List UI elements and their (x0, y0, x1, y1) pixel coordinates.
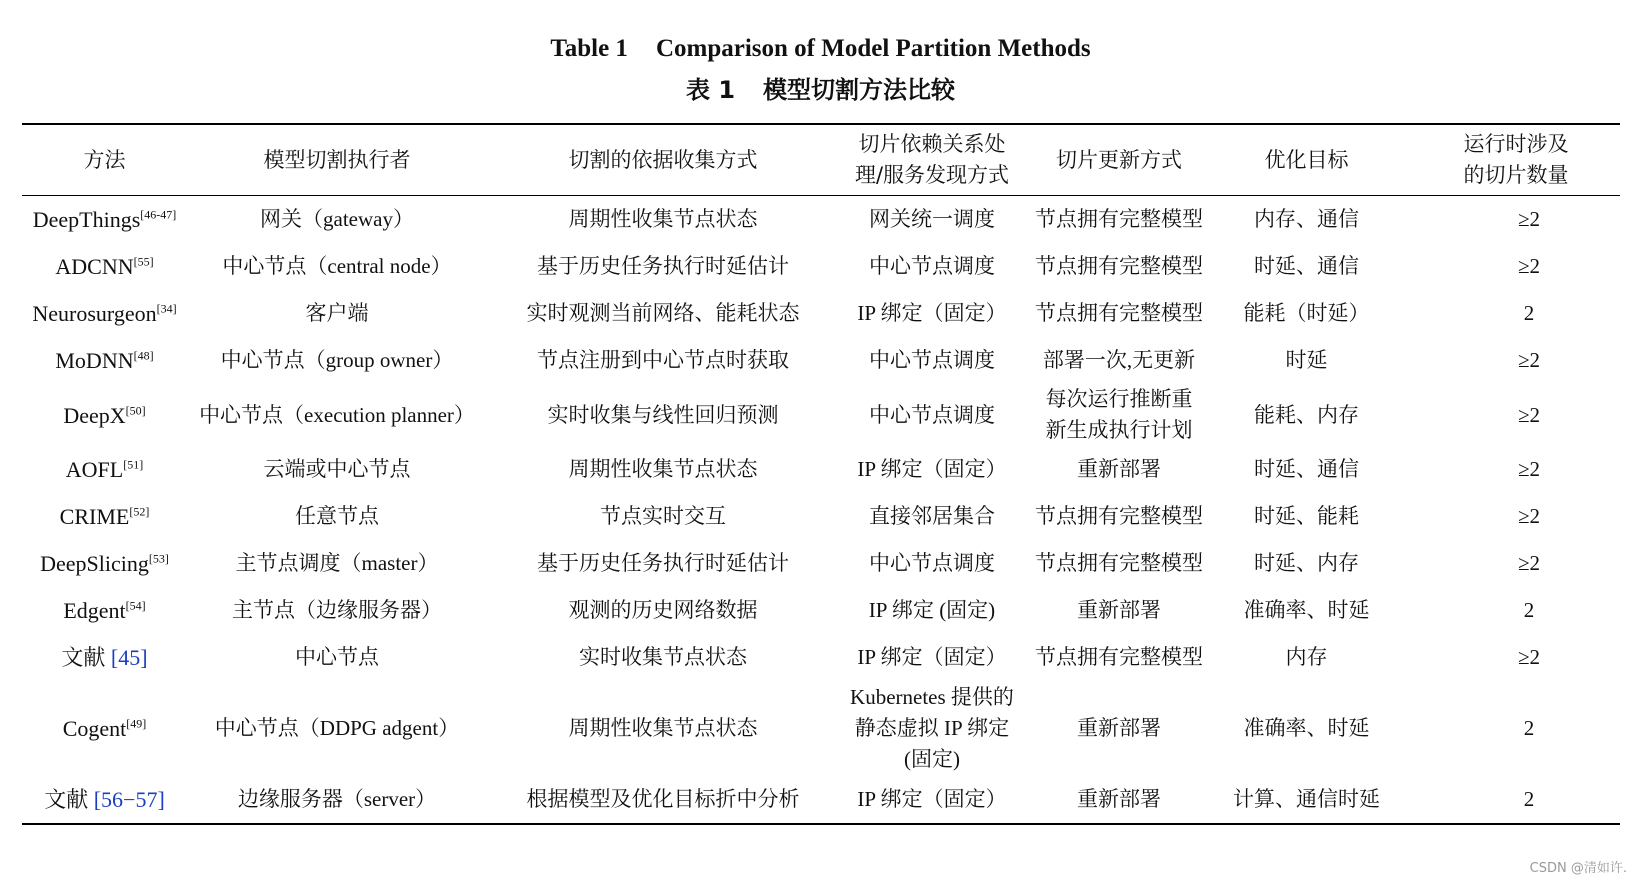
table-row (22, 493, 1620, 540)
table-row (22, 384, 1620, 446)
dependency-cell: 中心节点调度 (869, 551, 995, 575)
dependency-cell: 中心节点调度 (869, 254, 995, 278)
update-cell: 重新部署 (1077, 457, 1161, 481)
count-cell: 2 (1523, 598, 1535, 622)
goal-cell: 计算、通信时延 (1233, 787, 1380, 811)
executor-cell: 主节点调度（master） (235, 551, 439, 575)
method-cell (22, 243, 187, 290)
dependency-cell: IP 绑定（固定） (857, 457, 1007, 481)
goal-cell: 内存、通信 (1254, 207, 1359, 231)
executor-cell: 中心节点 (295, 645, 379, 669)
count-cell: 2 (1523, 787, 1535, 811)
method-name: DeepX (63, 402, 126, 428)
dependency-cell: 中心节点调度 (869, 402, 995, 427)
collection-cell: 基于历史任务执行时延估计 (537, 551, 789, 575)
collection-cell: 周期性收集节点状态 (568, 716, 758, 740)
count-cell: ≥2 (1517, 207, 1541, 231)
collection-cell: 根据模型及优化目标折中分析 (526, 787, 800, 811)
header-cell: 切片依赖关系处理/服务发现方式 (854, 132, 1010, 187)
count-cell: ≥2 (1517, 645, 1541, 669)
collection-cell: 基于历史任务执行时延估计 (537, 254, 789, 278)
dependency-cell: 直接邻居集合 (869, 504, 995, 528)
update-cell: 重新部署 (1077, 716, 1161, 740)
header-cell: 切割的依据收集方式 (568, 147, 758, 172)
table-row (22, 587, 1620, 634)
executor-cell: 中心节点（execution planner） (199, 402, 475, 427)
executor-cell: 云端或中心节点 (263, 457, 411, 481)
citation-ref: [50] (125, 403, 146, 418)
collection-cell: 实时收集节点状态 (579, 645, 747, 669)
update-cell: 重新部署 (1077, 598, 1161, 622)
method-cell (22, 634, 187, 681)
dependency-cell: IP 绑定（固定） (857, 787, 1007, 811)
header-cell: 切片更新方式 (1056, 147, 1182, 172)
method-cell (22, 587, 187, 634)
method-cell (22, 384, 187, 446)
goal-cell: 时延、内存 (1254, 551, 1359, 575)
update-cell: 节点拥有完整模型 (1035, 645, 1203, 669)
executor-cell: 中心节点（DDPG adgent） (214, 716, 460, 740)
table-row (22, 540, 1620, 587)
goal-cell: 时延、能耗 (1254, 504, 1359, 528)
count-cell: ≥2 (1517, 551, 1541, 575)
table-row (22, 243, 1620, 290)
table-row (22, 196, 1620, 244)
header-cell: 模型切割执行者 (263, 147, 411, 172)
collection-cell: 节点注册到中心节点时获取 (537, 348, 789, 372)
citation-ref: [51] (123, 457, 144, 472)
method-name: DeepThings (32, 207, 141, 232)
collection-cell: 实时收集与线性回归预测 (547, 402, 779, 427)
update-cell: 节点拥有完整模型 (1035, 254, 1203, 278)
title-chinese (0, 68, 1641, 112)
update-cell: 节点拥有完整模型 (1035, 504, 1203, 528)
executor-cell: 网关（gateway） (260, 207, 414, 231)
update-cell: 节点拥有完整模型 (1035, 301, 1203, 325)
citation-ref: [53] (148, 551, 169, 566)
count-cell: ≥2 (1517, 504, 1541, 528)
citation-ref: [49] (126, 716, 147, 731)
table-row (22, 634, 1620, 681)
collection-cell: 周期性收集节点状态 (568, 207, 758, 231)
executor-cell: 主节点（边缘服务器） (232, 598, 442, 622)
collection-cell: 观测的历史网络数据 (568, 598, 758, 622)
table-caption (0, 30, 1641, 112)
executor-cell: 客户端 (305, 301, 369, 325)
method-name: 文献 (61, 645, 111, 670)
collection-cell: 节点实时交互 (600, 504, 726, 528)
method-cell (22, 446, 187, 493)
method-name: MoDNN (55, 348, 134, 373)
method-cell (22, 337, 187, 384)
table-row (22, 337, 1620, 384)
method-name: Neurosurgeon (32, 301, 157, 326)
title-zh-label: 表 1 (685, 76, 736, 104)
method-name: ADCNN (55, 254, 134, 279)
citation-ref: [34] (156, 301, 177, 316)
method-name: DeepSlicing (40, 551, 149, 576)
dependency-cell: 中心节点调度 (869, 348, 995, 372)
update-cell: 每次运行推断重新生成执行计划 (1045, 387, 1193, 442)
executor-cell: 任意节点 (295, 504, 379, 528)
count-cell: ≥2 (1517, 254, 1541, 278)
goal-cell: 时延、通信 (1254, 254, 1359, 278)
method-name: CRIME (59, 504, 130, 529)
method-cell (22, 196, 187, 244)
title-en-text: Comparison of Model Partition Methods (655, 35, 1091, 62)
update-cell: 节点拥有完整模型 (1035, 207, 1203, 231)
executor-cell: 中心节点（central node） (222, 254, 452, 278)
executor-cell: 中心节点（group owner） (220, 348, 454, 372)
table-row (22, 776, 1620, 824)
header-cell: 运行时涉及的切片数量 (1463, 132, 1569, 187)
dependency-cell: 网关统一调度 (869, 207, 995, 231)
method-name: Cogent (62, 716, 127, 741)
goal-cell: 准确率、时延 (1243, 716, 1370, 740)
update-cell: 节点拥有完整模型 (1035, 551, 1203, 575)
method-name: 文献 (44, 787, 94, 812)
count-cell: 2 (1523, 716, 1535, 740)
dependency-cell: IP 绑定（固定） (857, 645, 1007, 669)
method-cell (22, 540, 187, 587)
title-zh-text: 模型切割方法比较 (763, 76, 956, 104)
method-name: Edgent (63, 598, 126, 623)
title-en-label: Table 1 (550, 35, 628, 62)
count-cell: ≥2 (1517, 348, 1541, 372)
goal-cell: 内存 (1285, 645, 1328, 669)
header-row (22, 124, 1620, 196)
collection-cell: 实时观测当前网络、能耗状态 (526, 301, 800, 325)
table-row (22, 446, 1620, 493)
goal-cell: 准确率、时延 (1243, 598, 1370, 622)
title-english (0, 30, 1641, 68)
method-cell (22, 290, 187, 337)
update-cell: 部署一次,无更新 (1042, 348, 1196, 372)
method-cell (22, 776, 187, 824)
update-cell: 重新部署 (1077, 787, 1161, 811)
table-row (22, 681, 1620, 776)
dependency-cell: IP 绑定（固定） (857, 301, 1007, 325)
watermark: CSDN @清如许. (1529, 861, 1627, 876)
method-cell (22, 681, 187, 776)
method-name: AOFL (65, 457, 124, 482)
count-cell: 2 (1523, 301, 1535, 325)
goal-cell: 时延、通信 (1254, 457, 1359, 481)
citation-ref[interactable]: [45] (110, 645, 148, 670)
count-cell: ≥2 (1517, 402, 1541, 427)
method-cell (22, 493, 187, 540)
header-cell: 优化目标 (1264, 147, 1349, 172)
citation-ref: [52] (129, 504, 150, 519)
comparison-table (22, 123, 1620, 825)
dependency-cell: IP 绑定 (固定) (868, 598, 996, 622)
citation-ref: [46-47] (140, 207, 177, 222)
executor-cell: 边缘服务器（server） (237, 787, 437, 811)
goal-cell: 时延 (1285, 348, 1328, 372)
dependency-cell: Kubernetes 提供的静态虚拟 IP 绑定(固定) (850, 685, 1014, 771)
table-row (22, 290, 1620, 337)
goal-cell: 能耗、内存 (1254, 402, 1359, 427)
citation-ref: [48] (133, 348, 154, 363)
citation-ref: [55] (133, 254, 154, 269)
citation-ref[interactable]: [56−57] (93, 787, 165, 812)
citation-ref: [54] (125, 598, 146, 613)
count-cell: ≥2 (1517, 457, 1541, 481)
collection-cell: 周期性收集节点状态 (568, 457, 758, 481)
goal-cell: 能耗（时延） (1243, 301, 1370, 325)
header-cell: 方法 (83, 147, 126, 172)
